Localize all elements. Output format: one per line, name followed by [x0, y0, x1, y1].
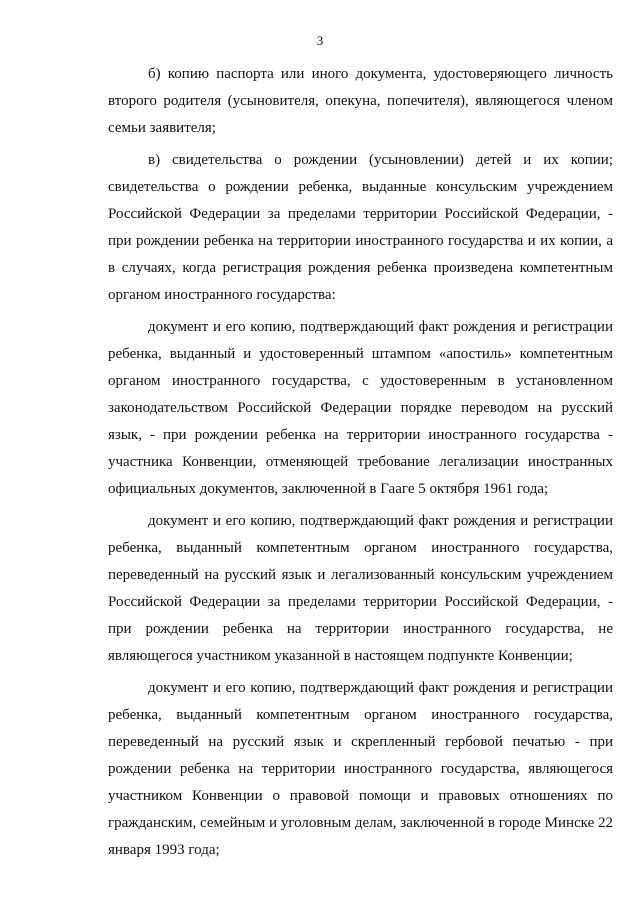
paragraph-legalized-document: документ и его копию, подтверждающий факт рождения и регистрации ребенка, выданный компетентным органом иностранного государства, переведенный на русский язык и легализованный консульским учреждением Российской Федерации за пределами территории Российской Федерации, - при рождении ребенка на территории иностранного государства, не являющегося участником указанной в настоящем подпункте Конвенции; — [108, 513, 613, 664]
paragraph-minsk-convention-document: документ и его копию, подтверждающий факт рождения и регистрации ребенка, выданный компетентным органом иностранного государства, переведенный на русский язык и скрепленный гербовой печатью - при рождении ребенка на территории иностранного государства, являющегося участником Конвенции о правовой помощи и правовых отношениях по гражданским, семейным и уголовным делам, заключенной в городе Минске 22 января 1993 года; — [108, 680, 613, 858]
paragraph-v-birth-certificates: в) свидетельства о рождении (усыновлении) детей и их копии; свидетельства о рождении ребенка, выданные консульским учреждением Российской Федерации за пределами территории Российской Федерации, - при рождении ребенка на территории иностранного государства и их копии, а в случаях, когда регистрация рождения ребенка произведена компетентным органом иностранного государства: — [108, 152, 613, 303]
document-body — [108, 61, 613, 864]
paragraph-b-passport-copy: б) копию паспорта или иного документа, удостоверяющего личность второго родителя (усыновителя, опекуна, попечителя), являющегося членом семьи заявителя; — [108, 66, 613, 136]
page-number: 3 — [316, 33, 324, 48]
paragraph-apostille-document: документ и его копию, подтверждающий факт рождения и регистрации ребенка, выданный и удостоверенный штампом «апостиль» компетентным органом иностранного государства, с удостоверенным в установленном законодательством Российской Федерации порядке переводом на русский язык, - при рождении ребенка на территории иностранного государства - участника Конвенции, отменяющей требование легализации иностранных официальных документов, заключенной в Гааге 5 октября 1961 года; — [108, 319, 613, 497]
